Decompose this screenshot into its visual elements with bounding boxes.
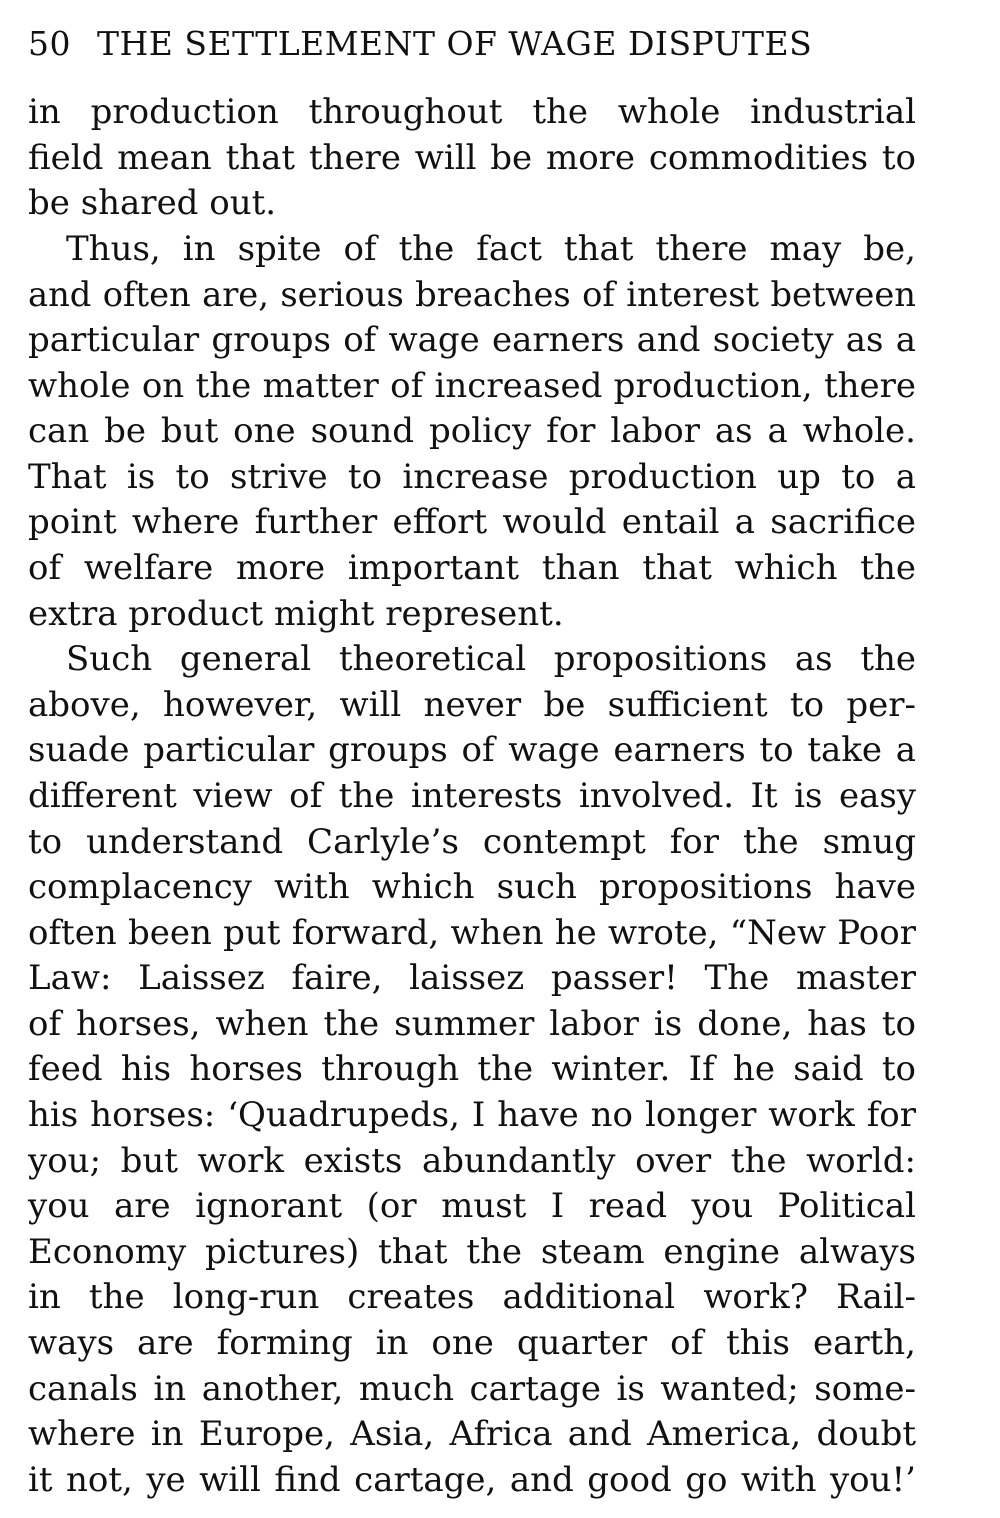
text-line: different view of the interests involved. It is easy	[28, 775, 916, 816]
paragraph-1	[28, 90, 916, 227]
text-line: where in Europe, Asia, Africa and America, doubt	[28, 1414, 916, 1455]
text-line: feed his horses through the winter. If he said to	[28, 1049, 916, 1090]
text-line: Thus, in spite of the fact that there may be,	[66, 228, 916, 269]
text-line: often been put forward, when he wrote, “New Poor	[28, 912, 916, 953]
paragraph-3	[28, 637, 916, 1503]
paragraph-2	[28, 227, 916, 637]
text-line: complacency with which such propositions have	[28, 867, 916, 908]
text-line: you; but work exists abundantly over the world:	[28, 1140, 916, 1181]
text-line: can be but one sound policy for labor as a whole.	[28, 411, 916, 452]
text-line: Law: Laissez faire, laissez passer! The master	[28, 958, 916, 999]
text-line: canals in another, much cartage is wanted; some-	[28, 1368, 916, 1409]
text-line: of horses, when the summer labor is done, has to	[28, 1003, 916, 1044]
text-line: and often are, serious breaches of interest between	[28, 275, 916, 315]
text-line: to understand Carlyle’s contempt for the smug	[28, 821, 916, 862]
text-line: ways are forming in one quarter of this earth,	[28, 1323, 916, 1364]
text-line: in production throughout the whole industrial	[28, 92, 916, 132]
text-line: whole on the matter of increased production, there	[28, 365, 916, 406]
text-line: point where further effort would entail a sacrifice	[28, 502, 916, 543]
text-line: That is to strive to increase production up to a	[28, 456, 916, 497]
page-number: 50	[28, 24, 71, 63]
text-line: above, however, will never be sufficient to per-	[28, 684, 916, 725]
text-line: his horses: ‘Quadrupeds, I have no longer work for	[28, 1095, 916, 1136]
text-line: you are ignorant (or must I read you Political	[28, 1186, 916, 1227]
running-head: THE SETTLEMENT OF WAGE DISPUTES	[97, 24, 813, 63]
text-line: Such general theoretical propositions as the	[66, 639, 916, 680]
text-line: in the long-run creates additional work? Rail-	[28, 1277, 916, 1318]
text-line: extra product might represent.	[28, 593, 564, 634]
text-line: field mean that there will be more commodities to	[28, 137, 916, 178]
text-line: particular groups of wage earners and society as a	[28, 319, 916, 360]
page-header	[28, 24, 928, 64]
text-line: of welfare more important than that which the	[28, 547, 916, 588]
text-line: Economy pictures) that the steam engine always	[28, 1231, 916, 1272]
text-line: suade particular groups of wage earners to take a	[28, 730, 916, 771]
body-text	[28, 90, 916, 1503]
text-line: it not, ye will find cartage, and good go with you!’	[28, 1459, 916, 1500]
text-line: be shared out.	[28, 183, 277, 224]
